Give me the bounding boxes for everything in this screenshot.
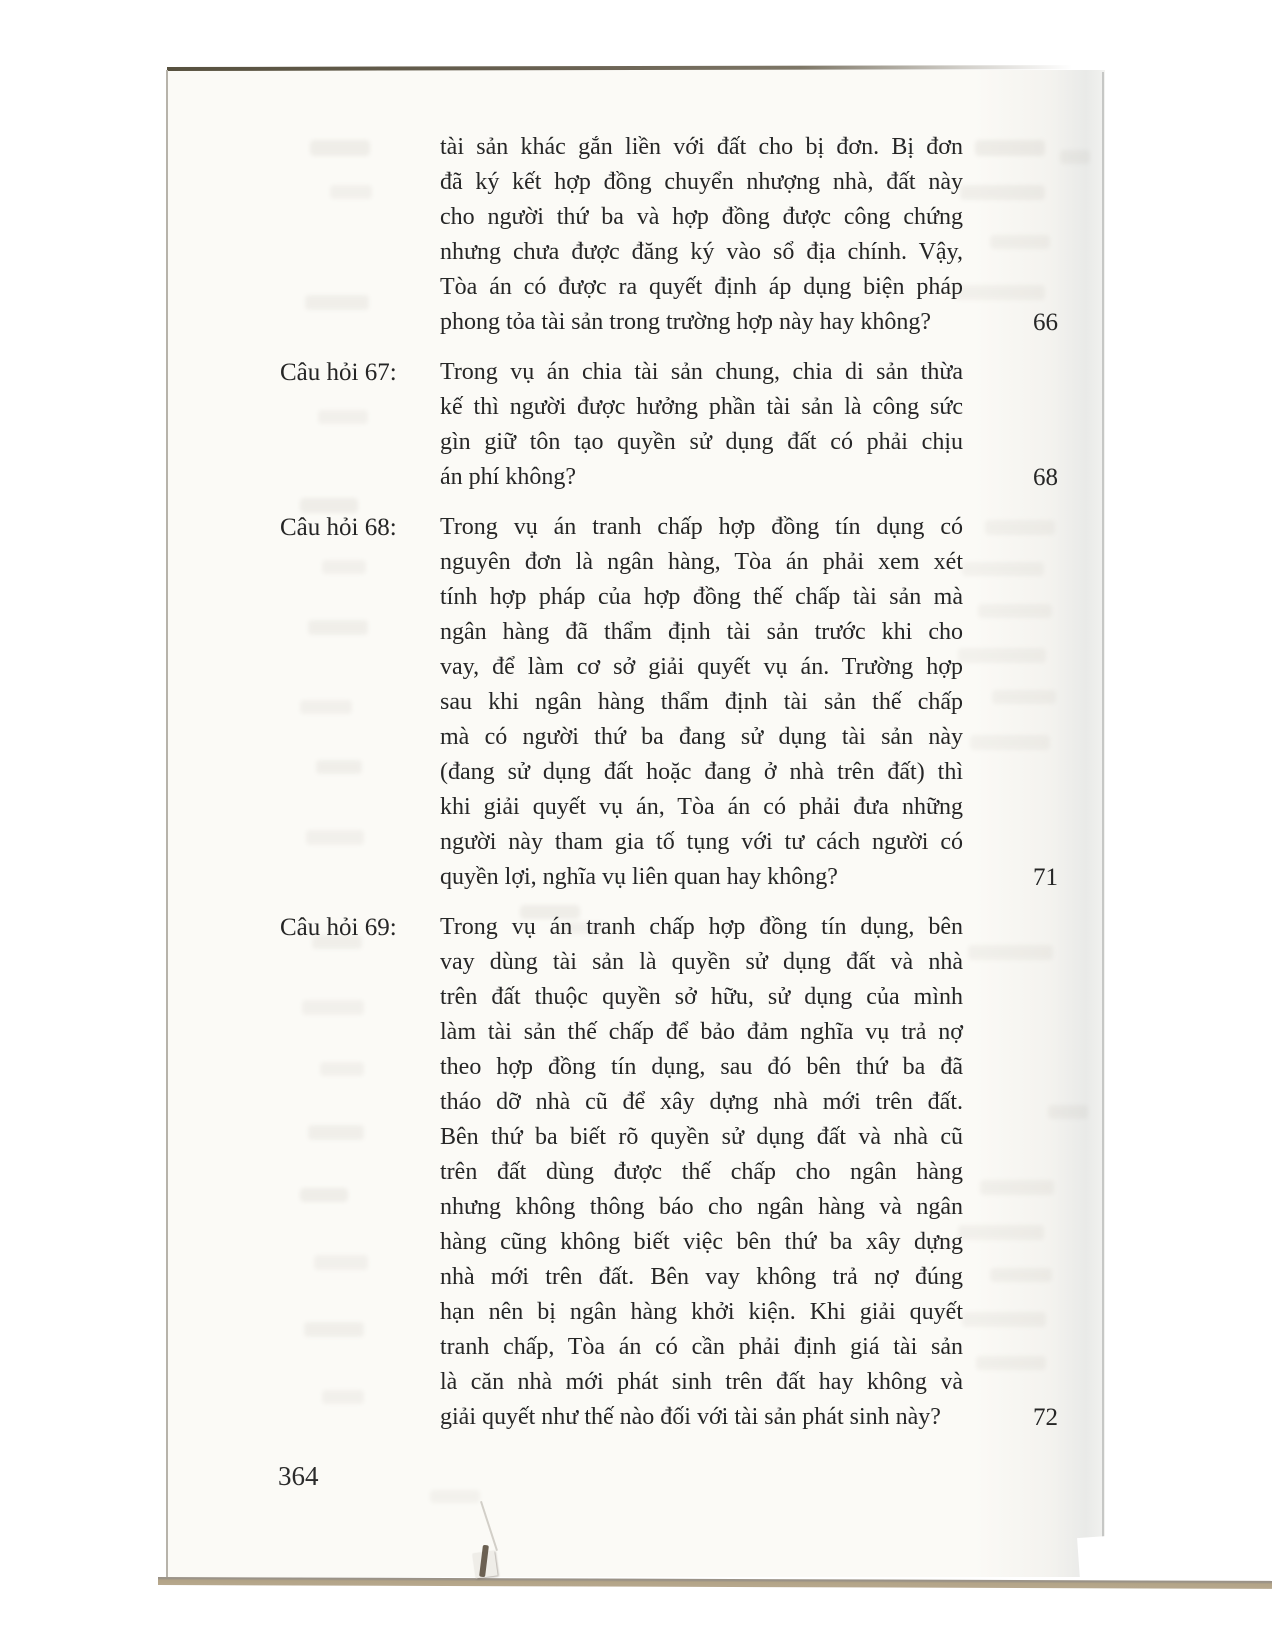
page-left-edge-line	[166, 70, 168, 1577]
entry-page-ref: 66	[1033, 309, 1058, 336]
entry-text-line: cho người thứ ba và hợp đồng được công chứng	[440, 204, 963, 230]
entry-question-label: Câu hỏi 68:	[280, 514, 397, 541]
entry-text-line: tính hợp pháp của hợp đồng thế chấp tài sản mà	[440, 584, 963, 610]
entry-text-line: Trong vụ án chia tài sản chung, chia di sản thừa	[440, 359, 963, 385]
entry-text	[440, 130, 963, 340]
entry-text-line: nhưng không thông báo cho ngân hàng và ngân	[440, 1194, 963, 1220]
entry-text-line: ngân hàng đã thẩm định tài sản trước khi cho	[440, 619, 963, 645]
entry-text-line: Trong vụ án tranh chấp hợp đồng tín dụng có	[440, 514, 963, 540]
entry-text-line: làm tài sản thế chấp để bảo đảm nghĩa vụ trả nợ	[440, 1019, 963, 1045]
toc-entry	[280, 510, 1062, 895]
toc-entry	[280, 355, 1062, 495]
entry-text-line: nguyên đơn là ngân hàng, Tòa án phải xem xét	[440, 549, 963, 575]
entry-text-line: mà có người thứ ba đang sử dụng tài sản này	[440, 724, 963, 750]
entry-text-line: phong tỏa tài sản trong trường hợp này hay không?	[440, 309, 931, 335]
toc-block	[280, 130, 1062, 1435]
entry-page-ref: 72	[1033, 1404, 1058, 1431]
entry-text-line: là căn nhà mới phát sinh trên đất hay không và	[440, 1369, 963, 1395]
entry-question-label	[280, 130, 440, 340]
entry-text-line: khi giải quyết vụ án, Tòa án có phải đưa những	[440, 794, 963, 820]
entry-text-line: tranh chấp, Tòa án có cần phải định giá tài sản	[440, 1334, 963, 1360]
entry-text-line: nhưng chưa được đăng ký vào sổ địa chính. Vậy,	[440, 239, 963, 265]
entry-text-line: kế thì người được hưởng phần tài sản là công sức	[440, 394, 963, 420]
entry-page-ref: 71	[1033, 864, 1058, 891]
entry-text-line: giải quyết như thế nào đối với tài sản phát sinh này?	[440, 1404, 941, 1430]
entry-text	[440, 510, 963, 895]
entry-text	[440, 910, 963, 1435]
entry-text-line: hạn nên bị ngân hàng khởi kiện. Khi giải quyết	[440, 1299, 963, 1325]
page-right-edge-shadow	[1102, 72, 1104, 1575]
entry-text-line: vay, để làm cơ sở giải quyết vụ án. Trường hợp	[440, 654, 963, 680]
entry-text-line: nhà mới trên đất. Bên vay không trả nợ đúng	[440, 1264, 963, 1290]
entry-page-ref: 68	[1033, 464, 1058, 491]
entry-question-label: Câu hỏi 69:	[280, 914, 397, 941]
entry-text-line: vay dùng tài sản là quyền sử dụng đất và nhà	[440, 949, 963, 975]
page-bottom-edge-line	[158, 1577, 1272, 1589]
entry-text-line: gìn giữ tôn tạo quyền sử dụng đất có phải chịu	[440, 429, 963, 455]
entry-text-line: trên đất dùng được thế chấp cho ngân hàng	[440, 1159, 963, 1185]
entry-text-line: Trong vụ án tranh chấp hợp đồng tín dụng, bên	[440, 914, 963, 940]
entry-text	[440, 355, 963, 495]
entry-text-line: Tòa án có được ra quyết định áp dụng biện pháp	[440, 274, 963, 300]
entry-text-line: tài sản khác gắn liền với đất cho bị đơn. Bị đơn	[440, 134, 963, 160]
folio-page-number: 364	[278, 1461, 319, 1491]
toc-entry	[280, 130, 1062, 340]
entry-text-line: hàng cũng không biết việc bên thứ ba xây dựng	[440, 1229, 963, 1255]
toc-entry	[280, 910, 1062, 1435]
entry-text-line: đã ký kết hợp đồng chuyển nhượng nhà, đất này	[440, 169, 963, 195]
entry-question-label: Câu hỏi 67:	[280, 359, 397, 386]
entry-text-line: sau khi ngân hàng thẩm định tài sản thế chấp	[440, 689, 963, 715]
entry-text-line: (đang sử dụng đất hoặc đang ở nhà trên đất) thì	[440, 759, 963, 785]
bleed-through-smudge	[430, 1490, 480, 1503]
bleed-through-smudge	[1060, 150, 1090, 164]
entry-text-line: theo hợp đồng tín dụng, sau đó bên thứ ba đã	[440, 1054, 963, 1080]
bottom-right-fold	[1077, 1524, 1275, 1580]
entry-text-line: Bên thứ ba biết rõ quyền sử dụng đất và nhà cũ	[440, 1124, 963, 1150]
entry-text-line: quyền lợi, nghĩa vụ liên quan hay không?	[440, 864, 838, 890]
entry-text-line: tháo dỡ nhà cũ để xây dựng nhà mới trên đất.	[440, 1089, 963, 1115]
entry-text-line: người này tham gia tố tụng với tư cách người có	[440, 829, 963, 855]
entry-text-line: án phí không?	[440, 464, 576, 490]
entry-text-line: trên đất thuộc quyền sở hữu, sử dụng của mình	[440, 984, 963, 1010]
